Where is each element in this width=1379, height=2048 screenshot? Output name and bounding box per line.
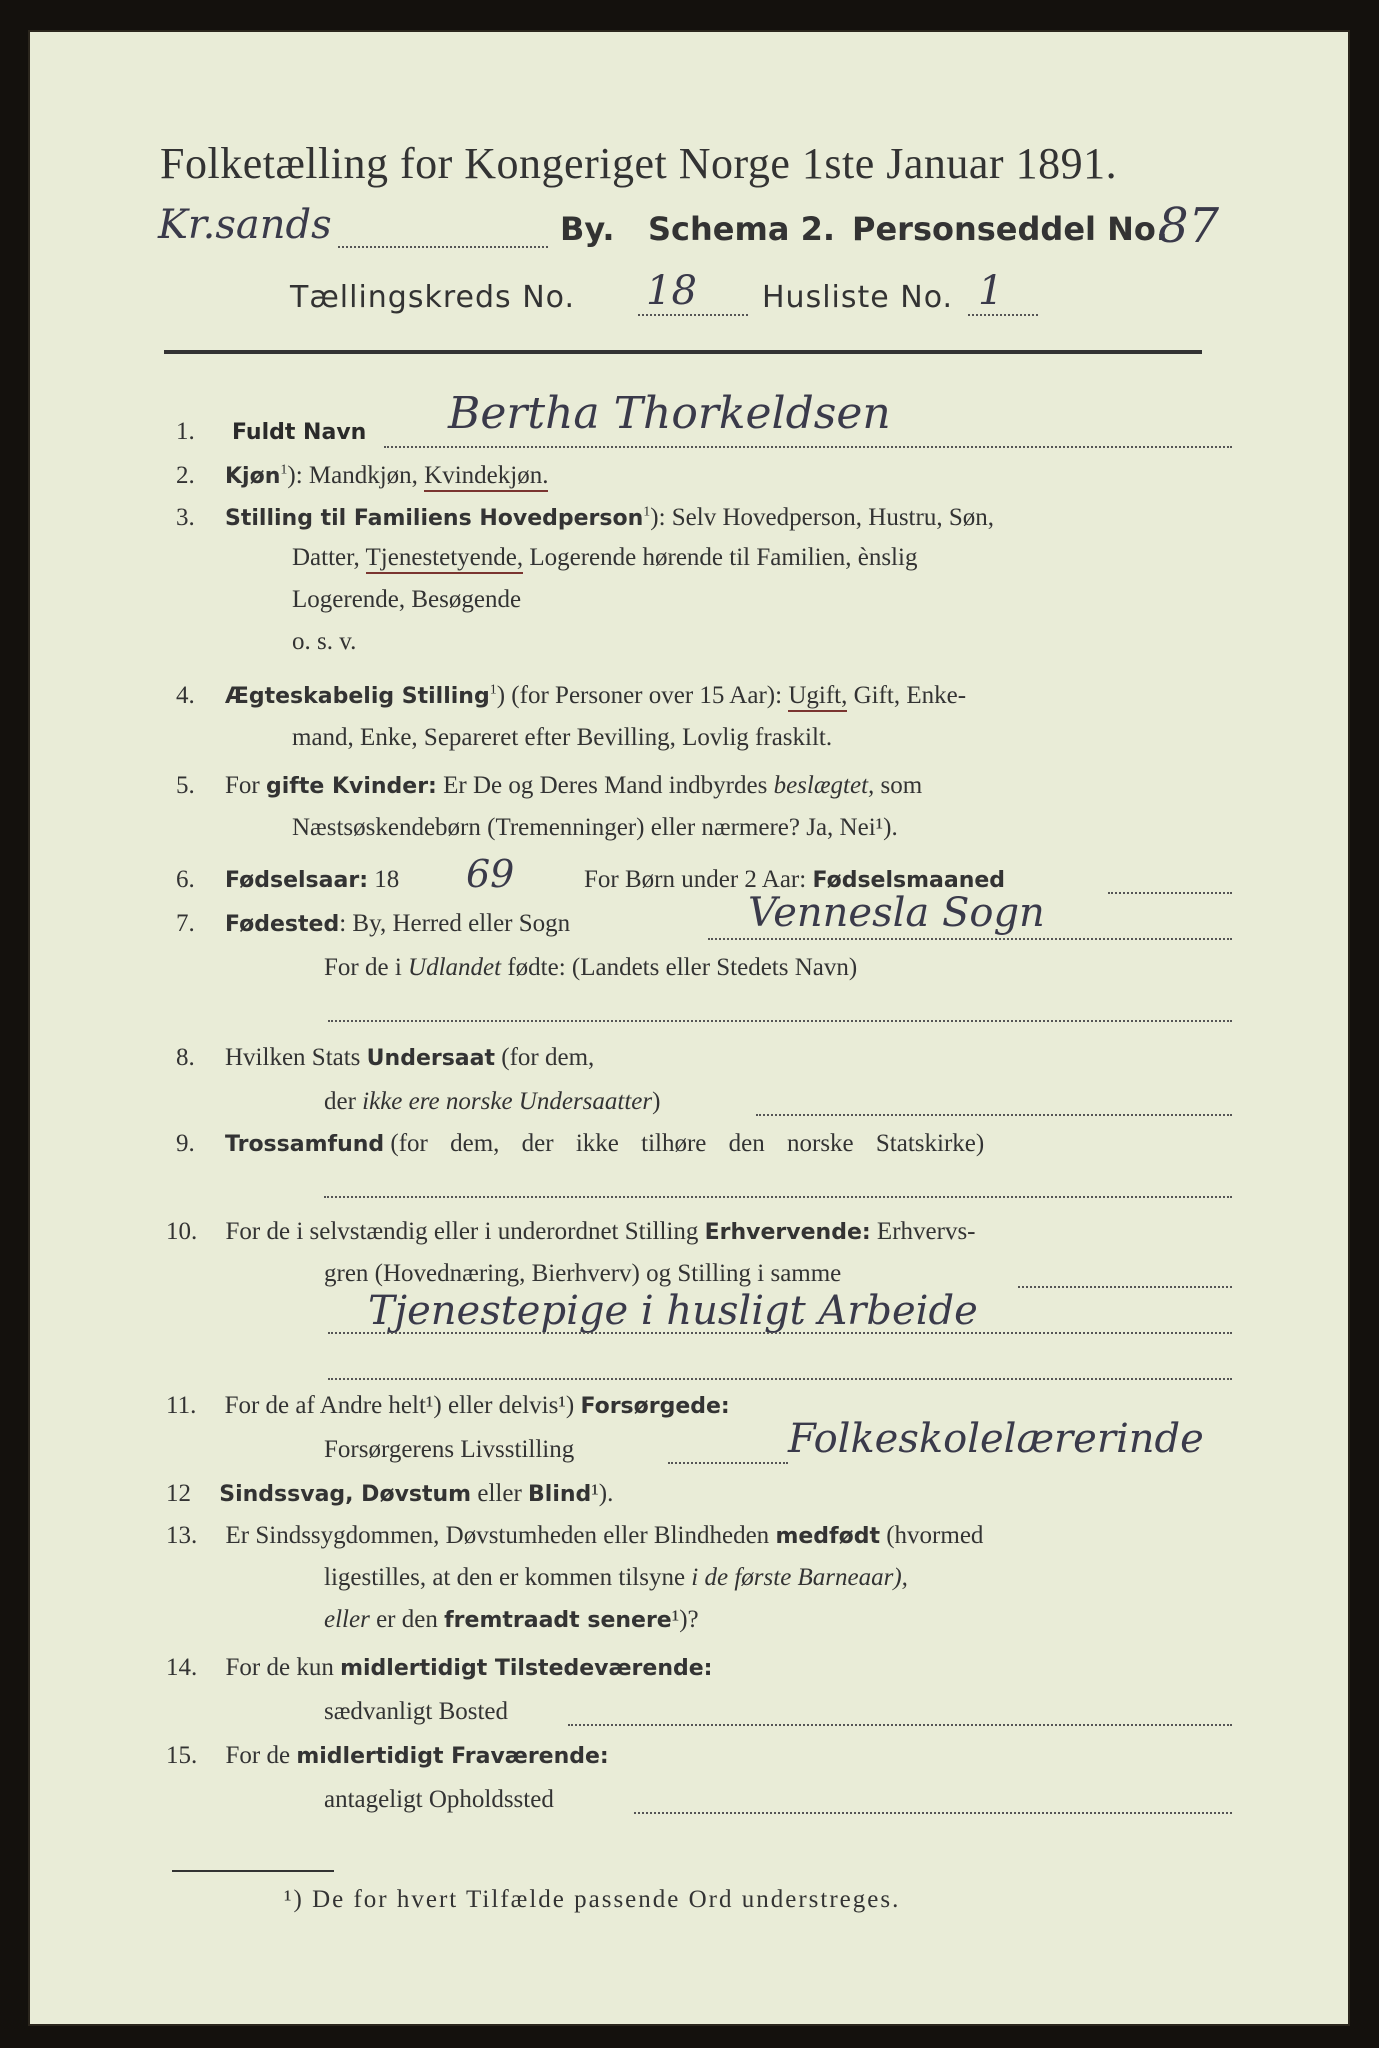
temporary-present-label: midlertidigt Tilstedeværende: bbox=[340, 1656, 713, 1681]
married-women-label: gifte Kvinder: bbox=[265, 774, 437, 799]
occupation-value: Tjenestepige i husligt Arbeide bbox=[368, 1288, 978, 1334]
congenital-label: medfødt bbox=[775, 1524, 880, 1549]
item-14: 14. For de kun midlertidigt Tilstedeværende: bbox=[166, 1654, 713, 1681]
kreds-label: Tællingskreds No. bbox=[290, 280, 575, 315]
temporary-absent-label: midlertidigt Fraværende: bbox=[296, 1744, 609, 1769]
schema-label: Schema 2. bbox=[648, 210, 835, 248]
religion-label: Trossamfund bbox=[225, 1132, 385, 1157]
item-12: 12 Sindssvag, Døvstum eller Blind¹). bbox=[166, 1480, 614, 1507]
personseddel-label: Personseddel No. bbox=[852, 210, 1169, 248]
item-number: 3. bbox=[176, 504, 195, 531]
item-number: 7. bbox=[176, 910, 195, 937]
item-3: 3. Stilling til Familiens Hovedperson$^1$): Selv Hovedperson, Hustru, Søn, bbox=[176, 504, 994, 531]
disability-label: Sindssvag, Døvstum bbox=[219, 1482, 472, 1507]
supported-label: Forsørgede: bbox=[580, 1394, 730, 1419]
family-position-selected: Tjenestetyende, bbox=[366, 544, 524, 574]
item-5: 5. For gifte Kvinder: Er De og Deres Mand indbyrdes beslægtet, som bbox=[176, 772, 923, 799]
item-number: 13. bbox=[166, 1522, 198, 1549]
item-number: 10. bbox=[166, 1218, 198, 1245]
personseddel-number: 87 bbox=[1158, 198, 1220, 254]
birth-month-label: Fødselsmaaned bbox=[812, 868, 1006, 893]
husliste-label: Husliste No. bbox=[762, 280, 954, 315]
by-label: By. bbox=[560, 210, 615, 248]
full-name-label: Fuldt Navn bbox=[232, 420, 367, 445]
occupation-label: Erhvervende: bbox=[704, 1220, 871, 1245]
birthplace-label: Fødested bbox=[225, 912, 340, 937]
item-4: 4. Ægteskabelig Stilling$^1$) (for Personer over 15 Aar): Ugift, Gift, Enke- bbox=[176, 682, 966, 710]
birthplace-value: Vennesla Sogn bbox=[748, 890, 1045, 936]
item-8: 8. Hvilken Stats Undersaat (for dem, bbox=[176, 1044, 595, 1071]
birth-year-value: 69 bbox=[466, 852, 515, 896]
family-position-label: Stilling til Familiens Hovedperson bbox=[225, 506, 644, 531]
sex-selected: Kvindekjøn. bbox=[424, 462, 548, 492]
item-6: 6. Fødselsaar: 18 bbox=[176, 866, 400, 893]
footnote: ¹) De for hvert Tilfælde passende Ord understreges. bbox=[284, 1886, 901, 1913]
item-11: 11. For de af Andre helt¹) eller delvis¹) Forsørgede: bbox=[166, 1392, 730, 1419]
provider-occupation-value: Folkeskolelærerinde bbox=[788, 1416, 1204, 1462]
marital-status-label: Ægteskabelig Stilling bbox=[225, 684, 490, 709]
item-number: 1. bbox=[176, 418, 195, 445]
marital-status-selected: Ugift, bbox=[788, 682, 847, 712]
form-title: Folketælling for Kongeriget Norge 1ste Januar 1891. bbox=[160, 139, 1118, 188]
item-number: 4. bbox=[176, 682, 195, 709]
item-10: 10. For de i selvstændig eller i underordnet Stilling Erhvervende: Erhvervs- bbox=[166, 1218, 976, 1245]
item-13: 13. Er Sindssygdommen, Døvstumheden eller Blindheden medfødt (hvormed bbox=[166, 1522, 984, 1549]
census-form: Folketælling for Kongeriget Norge 1ste Januar 1891. Kr.sands By. Schema 2. Personseddel No. 87 Tællingskreds No. 18 Husliste No. 1 1. Fuldt Navn Bertha Thorkeldsen 2. Kjøn$^1$): Mandkjøn, Kvindekjøn. 3. Stilling til Familiens Hovedperson$^1$): Selv Hovedperson, Hustru, Søn, Datter, Tjenestetyende, Logerende hørende til Familien, ènslig Logerende, Besøgende o. s. v. 4. Ægteskabelig Stilling$^1$) (for Personer over 15 Aar): Ugift, Gift, Enke- mand, Enke, Separeret efter Bevilling, Lovlig fraskilt. 5. For gifte Kvinder: Er De og Deres Mand indbyrdes beslægtet, som Næstsøskendebørn (Tremenninger) eller nærmere? Ja, Nei¹). 6. Fødselsaar: 18 69 For Børn under 2 Aar: Fødselsmaaned 7. Fødested: By, Herred eller Sogn Vennesla Sogn For de i Udlandet fødte: (Landets eller Stedets Navn) 8. Hvilken Stats Undersaat (for dem, der ikke ere norske Undersaatter) 9. Trossamfund (for dem, der ikke tilhøre den norske Statskirke) 10. For de i selvstændig eller i underordnet Stilling Erhvervende: Erhvervs- gren (Hovednæring, Bierhverv) og Stilling i samme Tjenestepige i husligt Arbeide 11. For de af Andre helt¹) eller delvis¹) Forsørgede: Forsørgerens Livsstilling Folkeskolelærerinde 12 Sindssvag, Døvstum eller Blind¹). 13. Er Sindssygdommen, Døvstumheden eller Blindheden medfødt (hvormed ligestilles, at den er kommen tilsyne i de første Barneaar), eller er den fremtraadt senere¹)? 14. For de kun midlertidigt Tilstedeværende: sædvanligt Bosted 15. For de midlertidigt Fraværende: antageligt Opholdssted ¹) De for hvert Tilfælde passende Ord understreges. bbox=[28, 30, 1350, 2026]
sex-label: Kjøn bbox=[225, 464, 281, 489]
item-number: 11. bbox=[166, 1392, 197, 1419]
full-name-value: Bertha Thorkeldsen bbox=[448, 388, 891, 439]
header-rule bbox=[164, 350, 1202, 354]
kreds-number: 18 bbox=[646, 268, 697, 314]
item-7: 7. Fødested: By, Herred eller Sogn bbox=[176, 910, 571, 937]
item-number: 8. bbox=[176, 1044, 195, 1071]
nationality-label: Undersaat bbox=[366, 1046, 496, 1071]
item-number: 9. bbox=[176, 1130, 195, 1157]
item-number: 12 bbox=[166, 1480, 191, 1507]
item-number: 5. bbox=[176, 772, 195, 799]
item-9: 9. Trossamfund (for dem, der ikke tilhøre den norske Statskirke) bbox=[176, 1130, 985, 1157]
item-2: 2. Kjøn$^1$): Mandkjøn, Kvindekjøn. bbox=[176, 462, 548, 490]
city-handwritten: Kr.sands bbox=[158, 202, 332, 248]
husliste-number: 1 bbox=[978, 268, 1004, 314]
item-number: 6. bbox=[176, 866, 195, 893]
item-number: 14. bbox=[166, 1654, 198, 1681]
item-number: 2. bbox=[176, 462, 195, 489]
birth-year-label: Fødselsaar: bbox=[225, 868, 368, 893]
item-number: 15. bbox=[166, 1742, 198, 1769]
item-15: 15. For de midlertidigt Fraværende: bbox=[166, 1742, 609, 1769]
footnote-rule bbox=[172, 1870, 334, 1872]
